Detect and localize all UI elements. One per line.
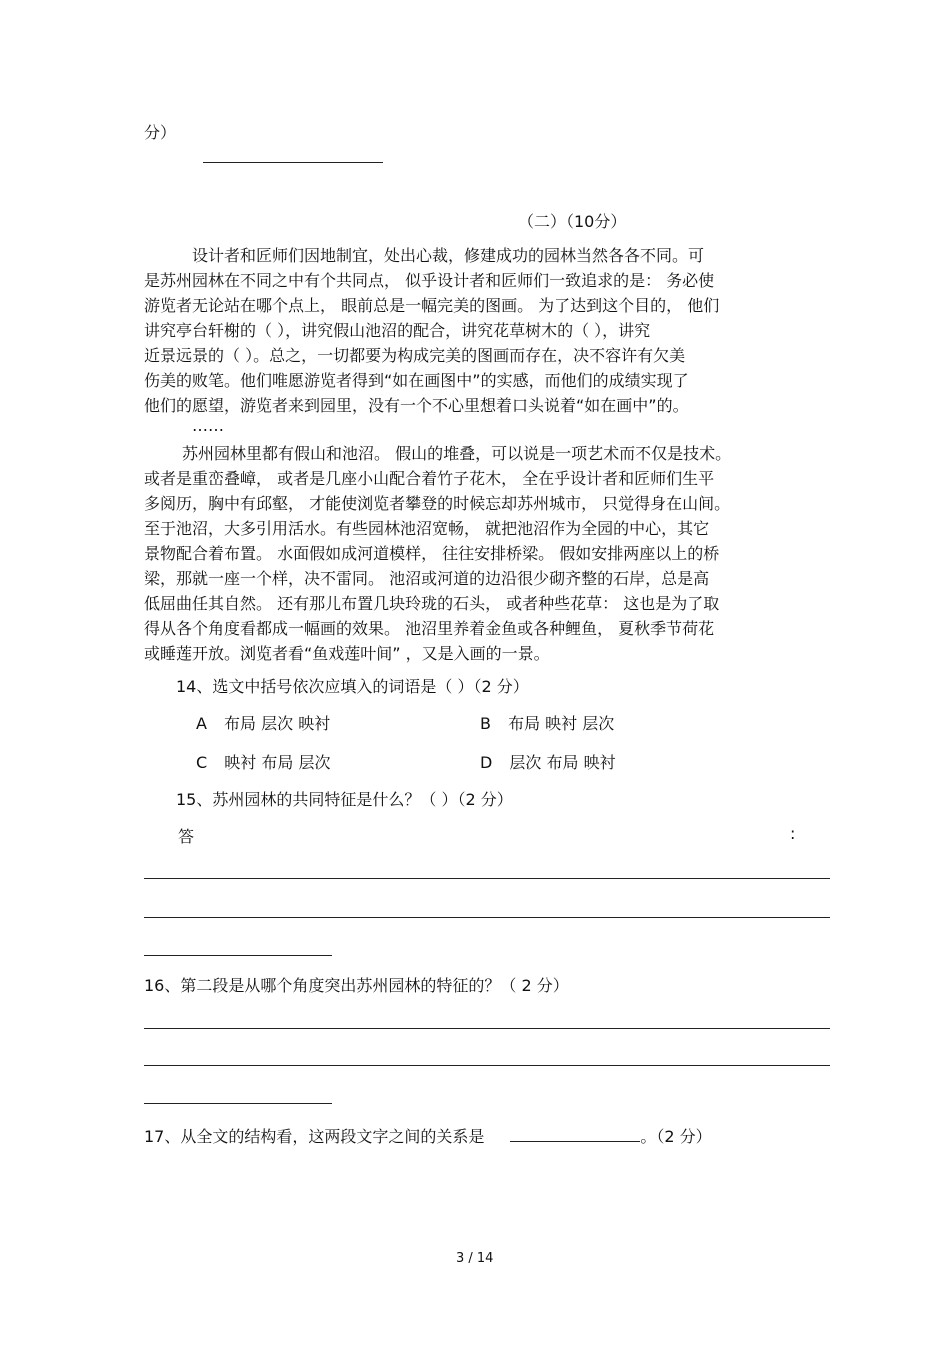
answer-line-top: [203, 162, 383, 163]
question-17-stem-after: 。（2 分）: [640, 1127, 712, 1146]
top-fragment-text: 分）: [144, 123, 177, 142]
answer-line[interactable]: [144, 878, 830, 879]
option-text: 布局 映衬 层次: [508, 714, 615, 733]
option-d[interactable]: [480, 750, 616, 773]
ellipsis: ……: [192, 416, 224, 435]
option-b[interactable]: [480, 711, 614, 734]
answer-line[interactable]: [144, 955, 332, 956]
passage-paragraph-1: [144, 243, 824, 418]
passage-line: 伤美的败笔。他们唯愿游览者得到“如在画图中”的实感，而他们的成绩实现了: [144, 371, 689, 390]
passage-line: 苏州园林里都有假山和池沼。 假山的堆叠，可以说是一项艺术而不仅是技术。: [182, 444, 732, 463]
passage-line: 或者是重峦叠嶂， 或者是几座小山配合着竹子花木， 全在乎设计者和匠师们生平: [144, 469, 715, 488]
option-c[interactable]: [196, 750, 330, 773]
passage-line: 低屈曲任其自然。 还有那儿布置几块玲珑的石头， 或者种些花草： 这也是为了取: [144, 594, 720, 613]
passage-line: 是苏州园林在不同之中有个共同点， 似乎设计者和匠师们一致追求的是： 务必使: [144, 271, 715, 290]
answer-line[interactable]: [144, 1065, 830, 1066]
answer-label: 答: [178, 827, 195, 846]
question-15-stem: 15、苏州园林的共同特征是什么？（ ）（2 分）: [176, 790, 513, 809]
option-a[interactable]: [196, 711, 330, 734]
option-letter: D: [480, 753, 493, 772]
passage-line: 讲究亭台轩榭的（ ），讲究假山池沼的配合，讲究花草树木的（ ），讲究: [144, 321, 651, 340]
passage-line: 游览者无论站在哪个点上， 眼前总是一幅完美的图画。 为了达到这个目的， 他们: [144, 296, 720, 315]
passage-line: 景物配合着布置。 水面假如成河道模样， 往往安排桥梁。 假如安排两座以上的桥: [144, 544, 720, 563]
answer-line[interactable]: [144, 917, 830, 918]
passage-paragraph-2: [144, 441, 824, 666]
option-letter: A: [196, 714, 207, 733]
passage-line: 至于池沼，大多引用活水。有些园林池沼宽畅， 就把池沼作为全园的中心，其它: [144, 519, 710, 538]
option-letter: C: [196, 753, 208, 772]
question-17-stem-before: 17、从全文的结构看，这两段文字之间的关系是: [144, 1127, 485, 1146]
option-text: 层次 布局 映衬: [509, 753, 616, 772]
option-text: 布局 层次 映衬: [224, 714, 331, 733]
passage-line: 近景远景的（ ）。总之，一切都要为构成完美的图画而存在，决不容许有欠美: [144, 346, 686, 365]
answer-colon: :: [790, 824, 796, 843]
passage-line: 得从各个角度看都成一幅画的效果。 池沼里养着金鱼或各种鲤鱼， 夏秋季节荷花: [144, 619, 715, 638]
option-text: 映衬 布局 层次: [224, 753, 331, 772]
answer-line[interactable]: [144, 1103, 332, 1104]
answer-line[interactable]: [144, 1028, 830, 1029]
passage-line: 他们的愿望，游览者来到园里，没有一个不心里想着口头说着“如在画中”的。: [144, 396, 689, 415]
section-title: （二）（10分）: [518, 212, 627, 231]
question-14-stem: 14、选文中括号依次应填入的词语是（ ）（2 分）: [176, 677, 529, 696]
fill-in-blank[interactable]: [510, 1127, 640, 1142]
passage-line: 梁，那就一座一个样，决不雷同。 池沼或河道的边沿很少砌齐整的石岸，总是高: [144, 569, 710, 588]
option-letter: B: [480, 714, 491, 733]
question-17-stem: [144, 1124, 712, 1147]
passage-line: 多阅历，胸中有邱壑， 才能使浏览者攀登的时候忘却苏州城市， 只觉得身在山间。: [144, 494, 731, 513]
page-number: 3 / 14: [456, 1251, 494, 1266]
passage-line: 或睡莲开放。浏览者看“鱼戏莲叶间” ，又是入画的一景。: [144, 644, 550, 663]
passage-line: 设计者和匠师们因地制宜，处出心裁，修建成功的园林当然各各不同。可: [192, 246, 705, 265]
question-16-stem: 16、第二段是从哪个角度突出苏州园林的特征的？（ 2 分）: [144, 976, 569, 995]
